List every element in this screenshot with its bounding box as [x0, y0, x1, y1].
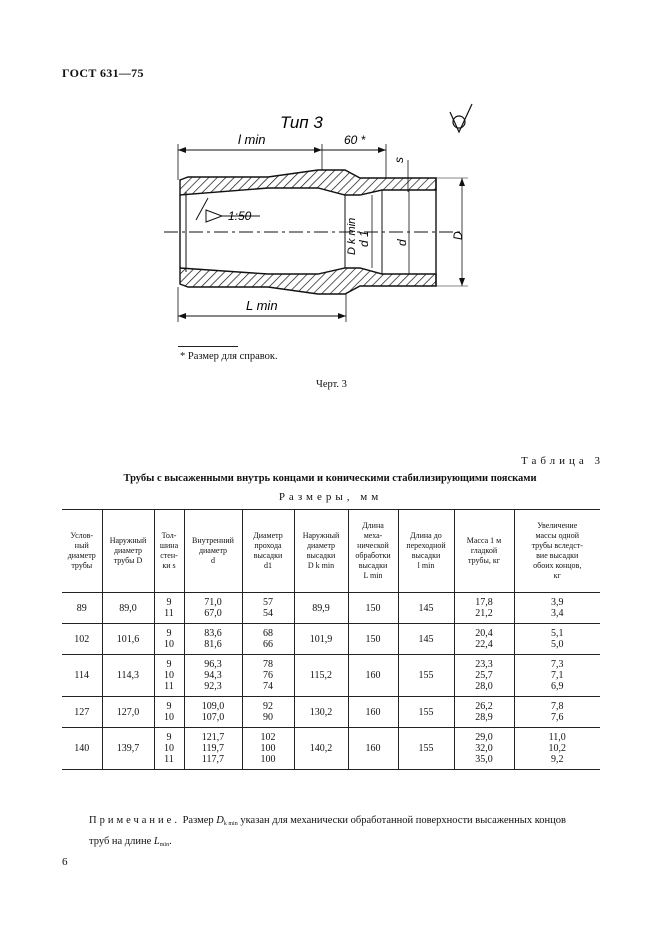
column-header-line: трубы [71, 561, 93, 570]
dimensions-label: Размеры, мм [278, 491, 383, 503]
column-header-line: обработки [355, 551, 391, 560]
column-header-line: шина [159, 541, 179, 550]
table-cell: 89 [62, 593, 102, 624]
table-cell: 89,9 [294, 593, 348, 624]
table-cell: 9 10 [154, 697, 184, 728]
table-cell: 160 [348, 728, 398, 770]
column-header-line: высадки [411, 551, 441, 560]
footnote: * Размер для справок. [180, 351, 278, 362]
table-cell: 9 11 [154, 593, 184, 624]
document-code: ГОСТ 631—75 [62, 66, 144, 80]
column-header-line: диаметр [198, 546, 228, 555]
table-cell: 7,3 7,1 6,9 [514, 655, 600, 697]
column-header-line: вие высадки [536, 551, 579, 560]
column-header-line: кг [553, 571, 561, 580]
table-title: Трубы с высаженными внутрь концами и коническими стабилизирующими поясками [123, 473, 537, 484]
table-cell: 160 [348, 697, 398, 728]
table-cell: 145 [398, 593, 454, 624]
type-label: Тип 3 [280, 113, 323, 132]
table-cell: 127 [62, 697, 102, 728]
table-cell: 150 [348, 593, 398, 624]
table-row [62, 593, 600, 624]
column-header-line: диаметр [67, 551, 96, 560]
pipe-end-drawing [150, 100, 490, 335]
table-cell: 130,2 [294, 697, 348, 728]
table-cell: 155 [398, 697, 454, 728]
column-header [514, 510, 600, 593]
table-note [89, 812, 609, 854]
column-header-line: Наружный [302, 531, 340, 540]
note-symbol: D [216, 815, 224, 826]
column-header [102, 510, 154, 593]
column-header-line: Тол- [161, 531, 177, 540]
table-cell: 160 [348, 655, 398, 697]
table-cell: 9 10 11 [154, 655, 184, 697]
note-text-3: труб на длине [89, 836, 152, 847]
column-header-line: прохода [254, 541, 282, 550]
note-symbol-2-sub: min [159, 842, 170, 848]
column-header-line: массы одной [535, 531, 579, 540]
column-header-line: трубы D [113, 556, 143, 565]
table-cell: 83,6 81,6 [184, 624, 242, 655]
table-header-row [62, 510, 600, 593]
column-header [348, 510, 398, 593]
column-header-line: высадки [358, 561, 388, 570]
table-cell: 102 100 100 [242, 728, 294, 770]
column-header-line: нической [357, 541, 389, 550]
table-cell: 92 90 [242, 697, 294, 728]
column-header-line: ки s [162, 561, 176, 570]
table-cell: 20,4 22,4 [454, 624, 514, 655]
table-cell: 11,0 10,2 9,2 [514, 728, 600, 770]
column-header-line: высадки [306, 551, 336, 560]
table-number: Таблица 3 [521, 455, 605, 467]
table-row [62, 655, 600, 697]
column-header [184, 510, 242, 593]
column-header-line: трубы, кг [468, 556, 500, 565]
table-cell: 115,2 [294, 655, 348, 697]
table-body [62, 593, 600, 770]
table-cell: 78 76 74 [242, 655, 294, 697]
note-symbol-2: L [153, 836, 160, 847]
table-cell: 29,0 32,0 35,0 [454, 728, 514, 770]
column-header [454, 510, 514, 593]
dim-d: d [395, 239, 409, 246]
table-row [62, 624, 600, 655]
column-header-line: высадки [253, 551, 283, 560]
roughness-value: 1:50 [228, 209, 252, 223]
column-header-line: диаметр [113, 546, 143, 555]
note-text-4: . [169, 836, 172, 847]
pipes-table [62, 509, 600, 770]
table-cell: 17,8 21,2 [454, 593, 514, 624]
column-header-line: ный [74, 541, 89, 550]
note-symbol-sub: k min [223, 821, 238, 827]
table-cell: 71,0 67,0 [184, 593, 242, 624]
table-cell: 127,0 [102, 697, 154, 728]
dim-s: s [392, 157, 406, 163]
note-text-2: указан для механически обработанной поверхности высаженных концов [240, 815, 566, 826]
table-cell: 150 [348, 624, 398, 655]
table-cell: 68 66 [242, 624, 294, 655]
table-cell: 109,0 107,0 [184, 697, 242, 728]
table-cell: 89,0 [102, 593, 154, 624]
dim-l-min: l min [238, 132, 266, 147]
roughness-mark-icon [450, 104, 472, 132]
table-cell: 26,2 28,9 [454, 697, 514, 728]
table-cell: 121,7 119,7 117,7 [184, 728, 242, 770]
dim-dk-min: D k min [346, 217, 358, 255]
column-header-line: D k min [307, 561, 335, 570]
lower-wall [180, 268, 436, 294]
table-cell: 114,3 [102, 655, 154, 697]
dim-L-min: L min [246, 298, 278, 313]
column-header-line: переходной [406, 541, 446, 550]
dim-D: D [451, 231, 465, 240]
column-header [62, 510, 102, 593]
table-cell: 101,6 [102, 624, 154, 655]
column-header-line: стен- [160, 551, 178, 560]
table-cell: 155 [398, 728, 454, 770]
column-header [242, 510, 294, 593]
note-text-1: Размер [182, 815, 214, 826]
column-header-line: Услов- [70, 531, 94, 540]
dim-d1: d 1 [357, 230, 371, 247]
figure-caption: Черт. 3 [316, 379, 347, 390]
table-cell: 139,7 [102, 728, 154, 770]
table-cell: 57 54 [242, 593, 294, 624]
upper-wall [180, 170, 436, 195]
column-header [154, 510, 184, 593]
column-header-line: l min [417, 561, 435, 570]
dim-60: 60 * [344, 133, 366, 147]
column-header-line: трубы вследст- [531, 541, 583, 550]
note-label: Примечание. [89, 815, 180, 826]
table-cell: 7,8 7,6 [514, 697, 600, 728]
column-header-line: Длина до [410, 531, 442, 540]
table-cell: 155 [398, 655, 454, 697]
column-header-line: диаметр [306, 541, 336, 550]
column-header-line: гладкой [470, 546, 498, 555]
column-header-line: обоих концов, [533, 561, 582, 570]
column-header-line: Увеличение [537, 521, 578, 530]
table-cell: 140 [62, 728, 102, 770]
column-header-line: Масса 1 м [466, 536, 502, 545]
table-row [62, 728, 600, 770]
column-header-line: меха- [363, 531, 383, 540]
column-header [398, 510, 454, 593]
table-cell: 145 [398, 624, 454, 655]
table-cell: 9 10 11 [154, 728, 184, 770]
table-cell: 5,1 5,0 [514, 624, 600, 655]
column-header-line: Наружный [109, 536, 147, 545]
table-cell: 140,2 [294, 728, 348, 770]
table-cell: 3,9 3,4 [514, 593, 600, 624]
table-cell: 9 10 [154, 624, 184, 655]
column-header-line: L min [363, 571, 383, 580]
page-number: 6 [62, 856, 68, 868]
column-header-line: d1 [264, 561, 272, 570]
table-cell: 114 [62, 655, 102, 697]
column-header-line: Внутренний [192, 536, 234, 545]
table-row [62, 697, 600, 728]
column-header-line: Диаметр [253, 531, 283, 540]
table-cell: 23,3 25,7 28,0 [454, 655, 514, 697]
table-cell: 101,9 [294, 624, 348, 655]
footnote-rule [178, 346, 238, 347]
table-cell: 96,3 94,3 92,3 [184, 655, 242, 697]
column-header [294, 510, 348, 593]
table-cell: 102 [62, 624, 102, 655]
column-header-line: Длина [362, 521, 384, 530]
column-header-line: d [211, 556, 215, 565]
